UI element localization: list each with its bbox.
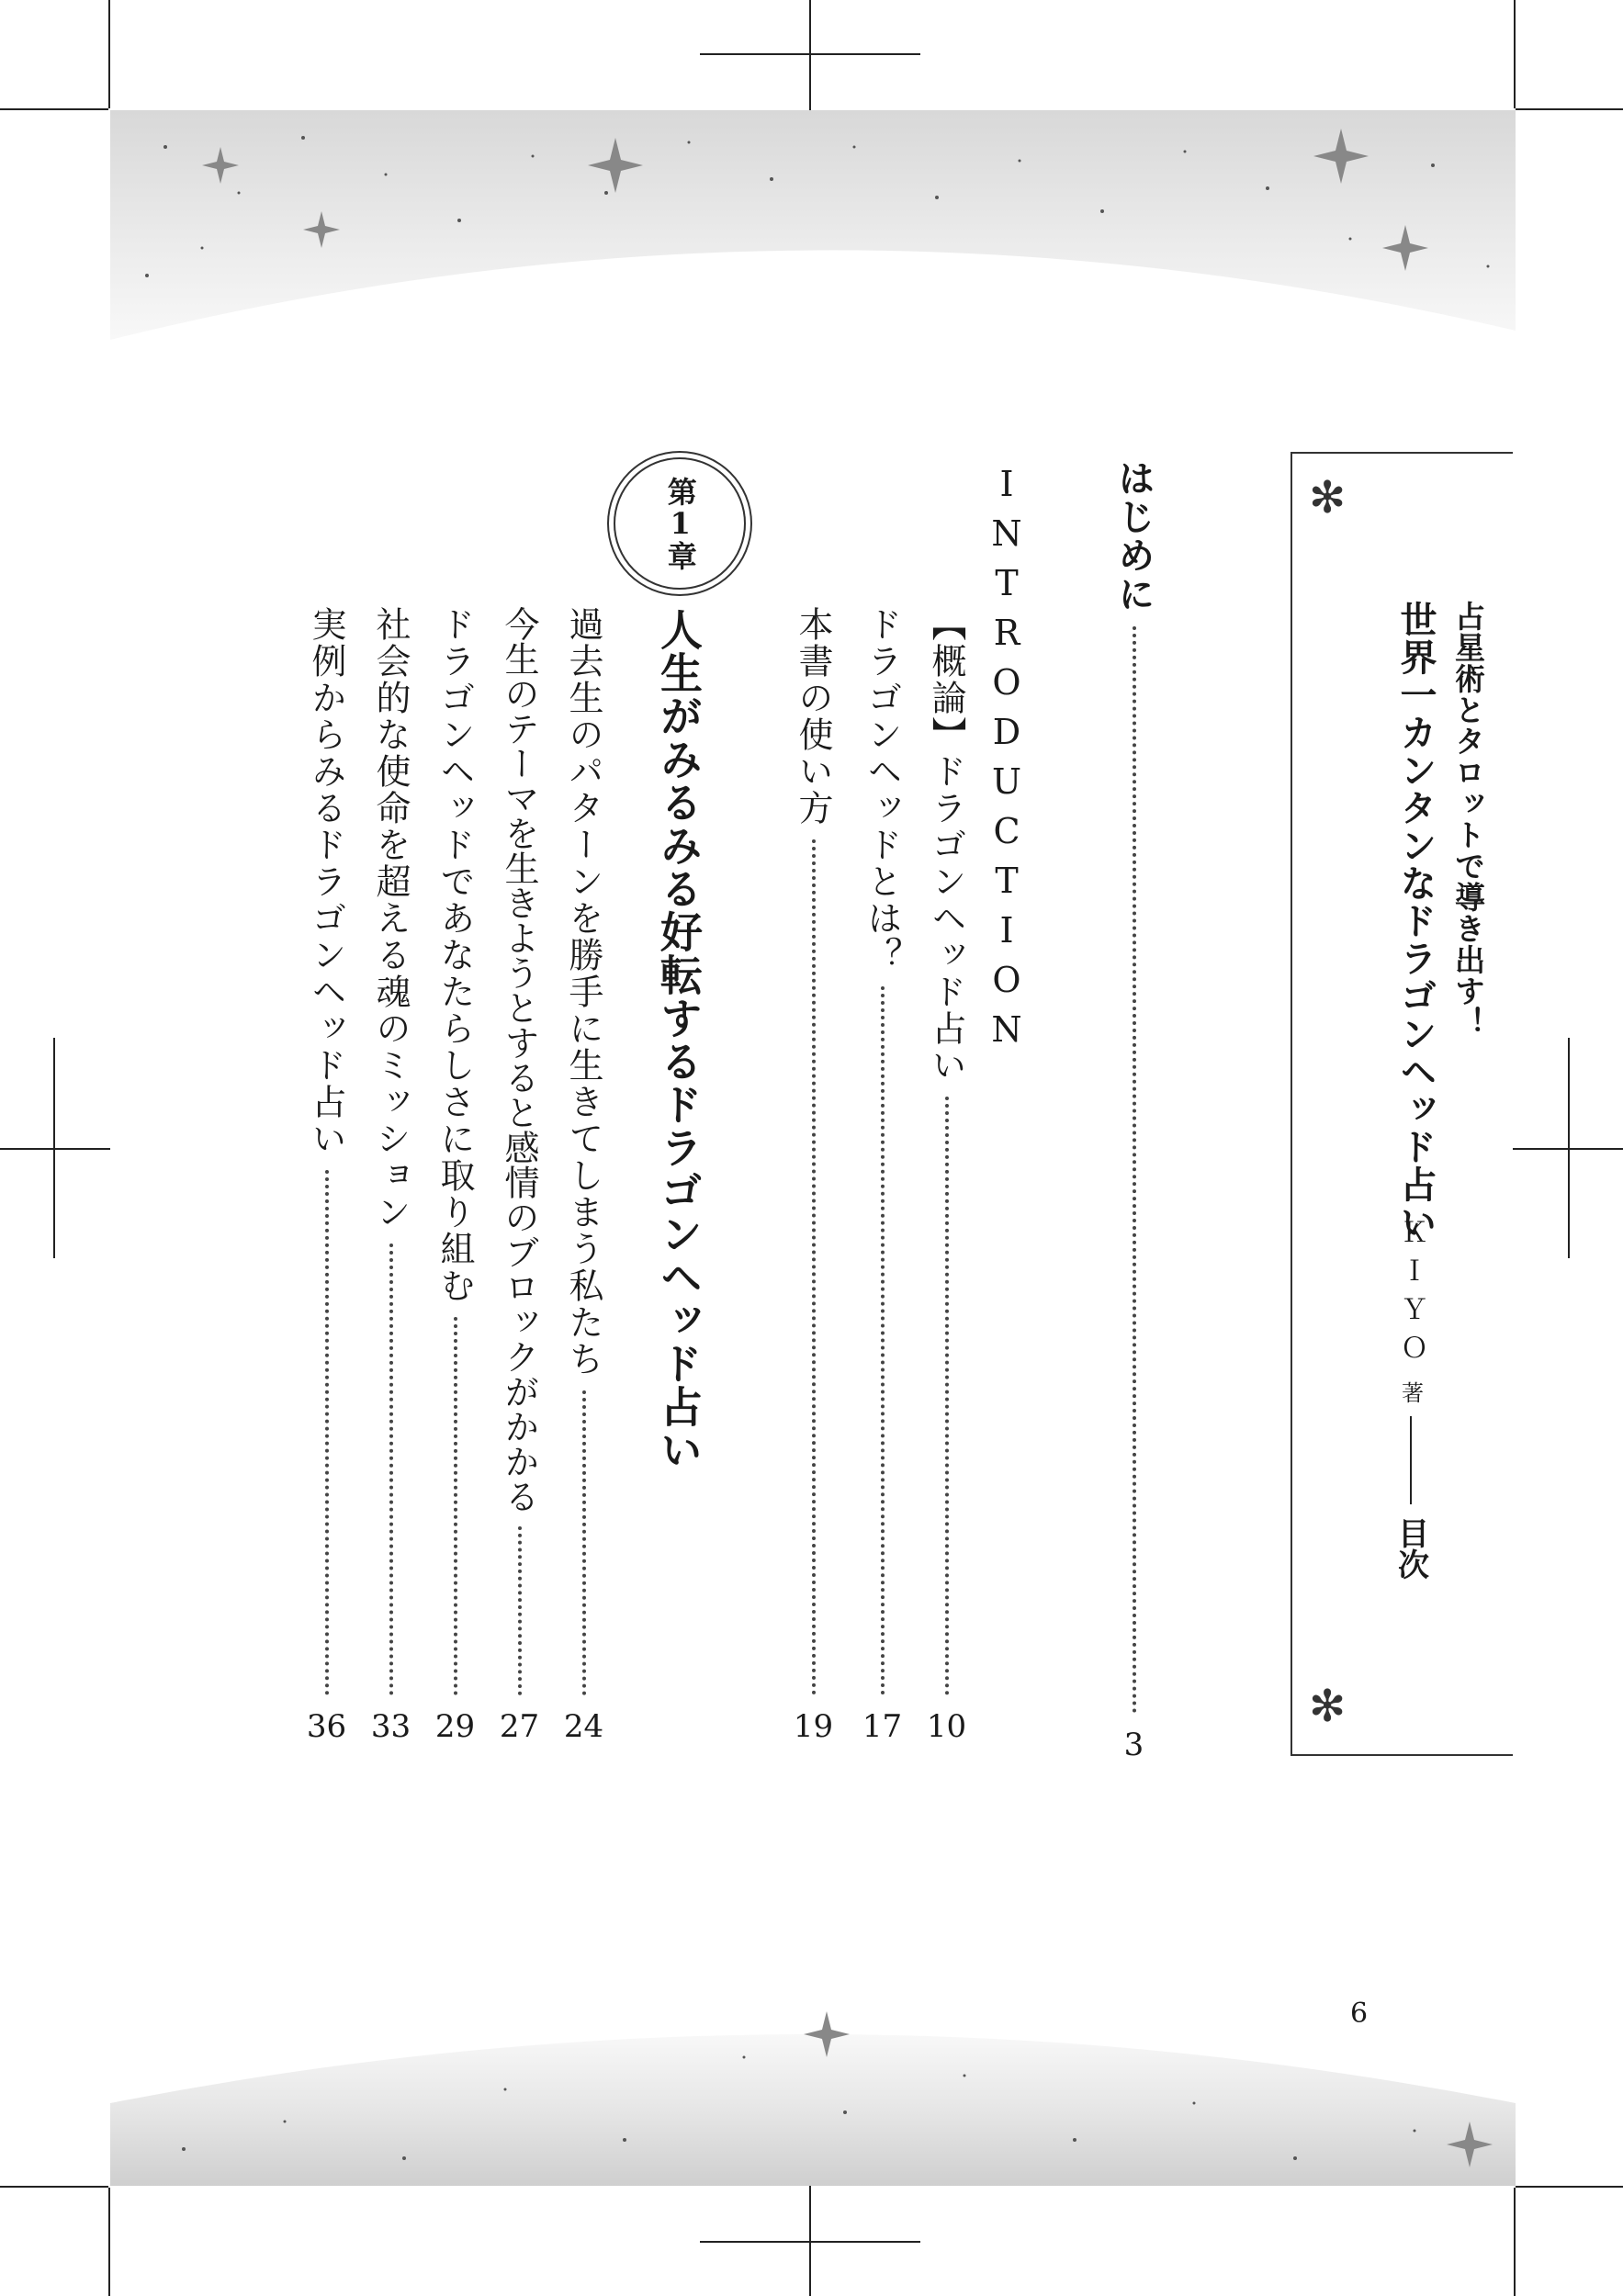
dot-leader <box>1133 626 1136 1714</box>
toc-entry-hajimeni[interactable] <box>1108 459 1160 1763</box>
toc-page-number: 10 <box>926 1708 967 1745</box>
crop-mark <box>0 108 108 110</box>
page-number: 6 <box>1350 1998 1369 2030</box>
book-title-box <box>1291 452 1513 1756</box>
author-name: ＫＩＹＯ <box>1395 1218 1427 1372</box>
crop-mark <box>1516 2186 1623 2188</box>
toc-entry[interactable] <box>921 606 972 1745</box>
crop-mark <box>0 1148 110 1150</box>
crop-mark <box>0 2186 108 2188</box>
bottom-starry-banner <box>110 2002 1516 2186</box>
chapter-badge <box>614 457 746 590</box>
toc-entry[interactable] <box>857 606 907 1745</box>
dot-leader <box>582 1390 586 1695</box>
author-line <box>1390 1218 1432 1580</box>
dot-leader <box>325 1170 329 1695</box>
chapter-title[interactable]: 人生がみるみる好転するドラゴンヘッド占い <box>654 608 704 1471</box>
dot-leader <box>389 1244 393 1695</box>
toc-entry-label: 実例からみるドラゴンヘッド占い <box>306 606 346 1157</box>
toc-page-number: 24 <box>563 1708 604 1745</box>
dot-leader <box>454 1317 457 1695</box>
dot-leader <box>518 1526 522 1695</box>
toc-entry[interactable] <box>301 606 352 1745</box>
dot-leader <box>812 839 816 1695</box>
book-title: 世界一カンタンなドラゴンヘッド占い <box>1394 601 1437 1241</box>
dot-leader <box>881 986 885 1695</box>
toc-entry-label: はじめに <box>1112 459 1155 613</box>
crop-mark <box>1516 108 1623 110</box>
crop-mark <box>108 2188 110 2296</box>
crop-mark <box>108 0 110 108</box>
section-title: 目次 <box>1392 1517 1429 1580</box>
author-suffix: 著 <box>1397 1381 1424 1403</box>
toc-entry-label: ドラゴンヘッドであなたらしさに取り組む <box>434 606 475 1304</box>
toc-entry-label: 過去生のパターンを勝手に生きてしまう私たち <box>563 606 603 1378</box>
toc-page-number: 36 <box>306 1708 347 1745</box>
toc-entry[interactable] <box>788 606 839 1745</box>
introduction-heading: INTRODUCTION <box>986 464 1027 1059</box>
crop-mark <box>1514 2188 1516 2296</box>
toc-entry[interactable] <box>494 606 545 1745</box>
toc-entry[interactable] <box>430 606 480 1745</box>
toc-page-number: 29 <box>434 1708 476 1745</box>
crop-mark <box>1514 0 1516 108</box>
toc-entry-label: 今生のテーマを生きようとすると感情のブロックがかかる <box>499 606 539 1514</box>
toc-page-number: 17 <box>862 1708 903 1745</box>
crop-mark <box>809 2186 811 2296</box>
toc-page-number: 3 <box>1123 1727 1144 1763</box>
title-dash <box>1410 1416 1412 1504</box>
top-starry-banner <box>110 110 1516 344</box>
toc-entry[interactable] <box>558 606 609 1745</box>
snowflake-star-icon: ✻ <box>1309 472 1347 523</box>
toc-entry-label: 【概論】ドラゴンヘッド占い <box>926 606 966 1084</box>
toc-page-number: 19 <box>793 1708 834 1745</box>
toc-entry-label: 本書の使い方 <box>793 606 833 827</box>
toc-page-number: 33 <box>370 1708 411 1745</box>
chapter-badge-label: 第1章 <box>662 477 698 570</box>
snowflake-star-icon: ✻ <box>1309 1681 1347 1732</box>
book-subtitle: 占星術とタロットで導き出す！ <box>1450 601 1486 1038</box>
crop-mark <box>1568 1038 1570 1258</box>
dot-leader <box>945 1097 949 1695</box>
toc-entry[interactable] <box>366 606 416 1745</box>
crop-mark <box>53 1038 55 1258</box>
crop-mark <box>809 0 811 110</box>
toc-entry-label: 社会的な使命を超える魂のミッション <box>370 606 411 1231</box>
toc-entry-label: ドラゴンヘッドとは？ <box>862 606 902 974</box>
toc-page-number: 27 <box>499 1708 540 1745</box>
